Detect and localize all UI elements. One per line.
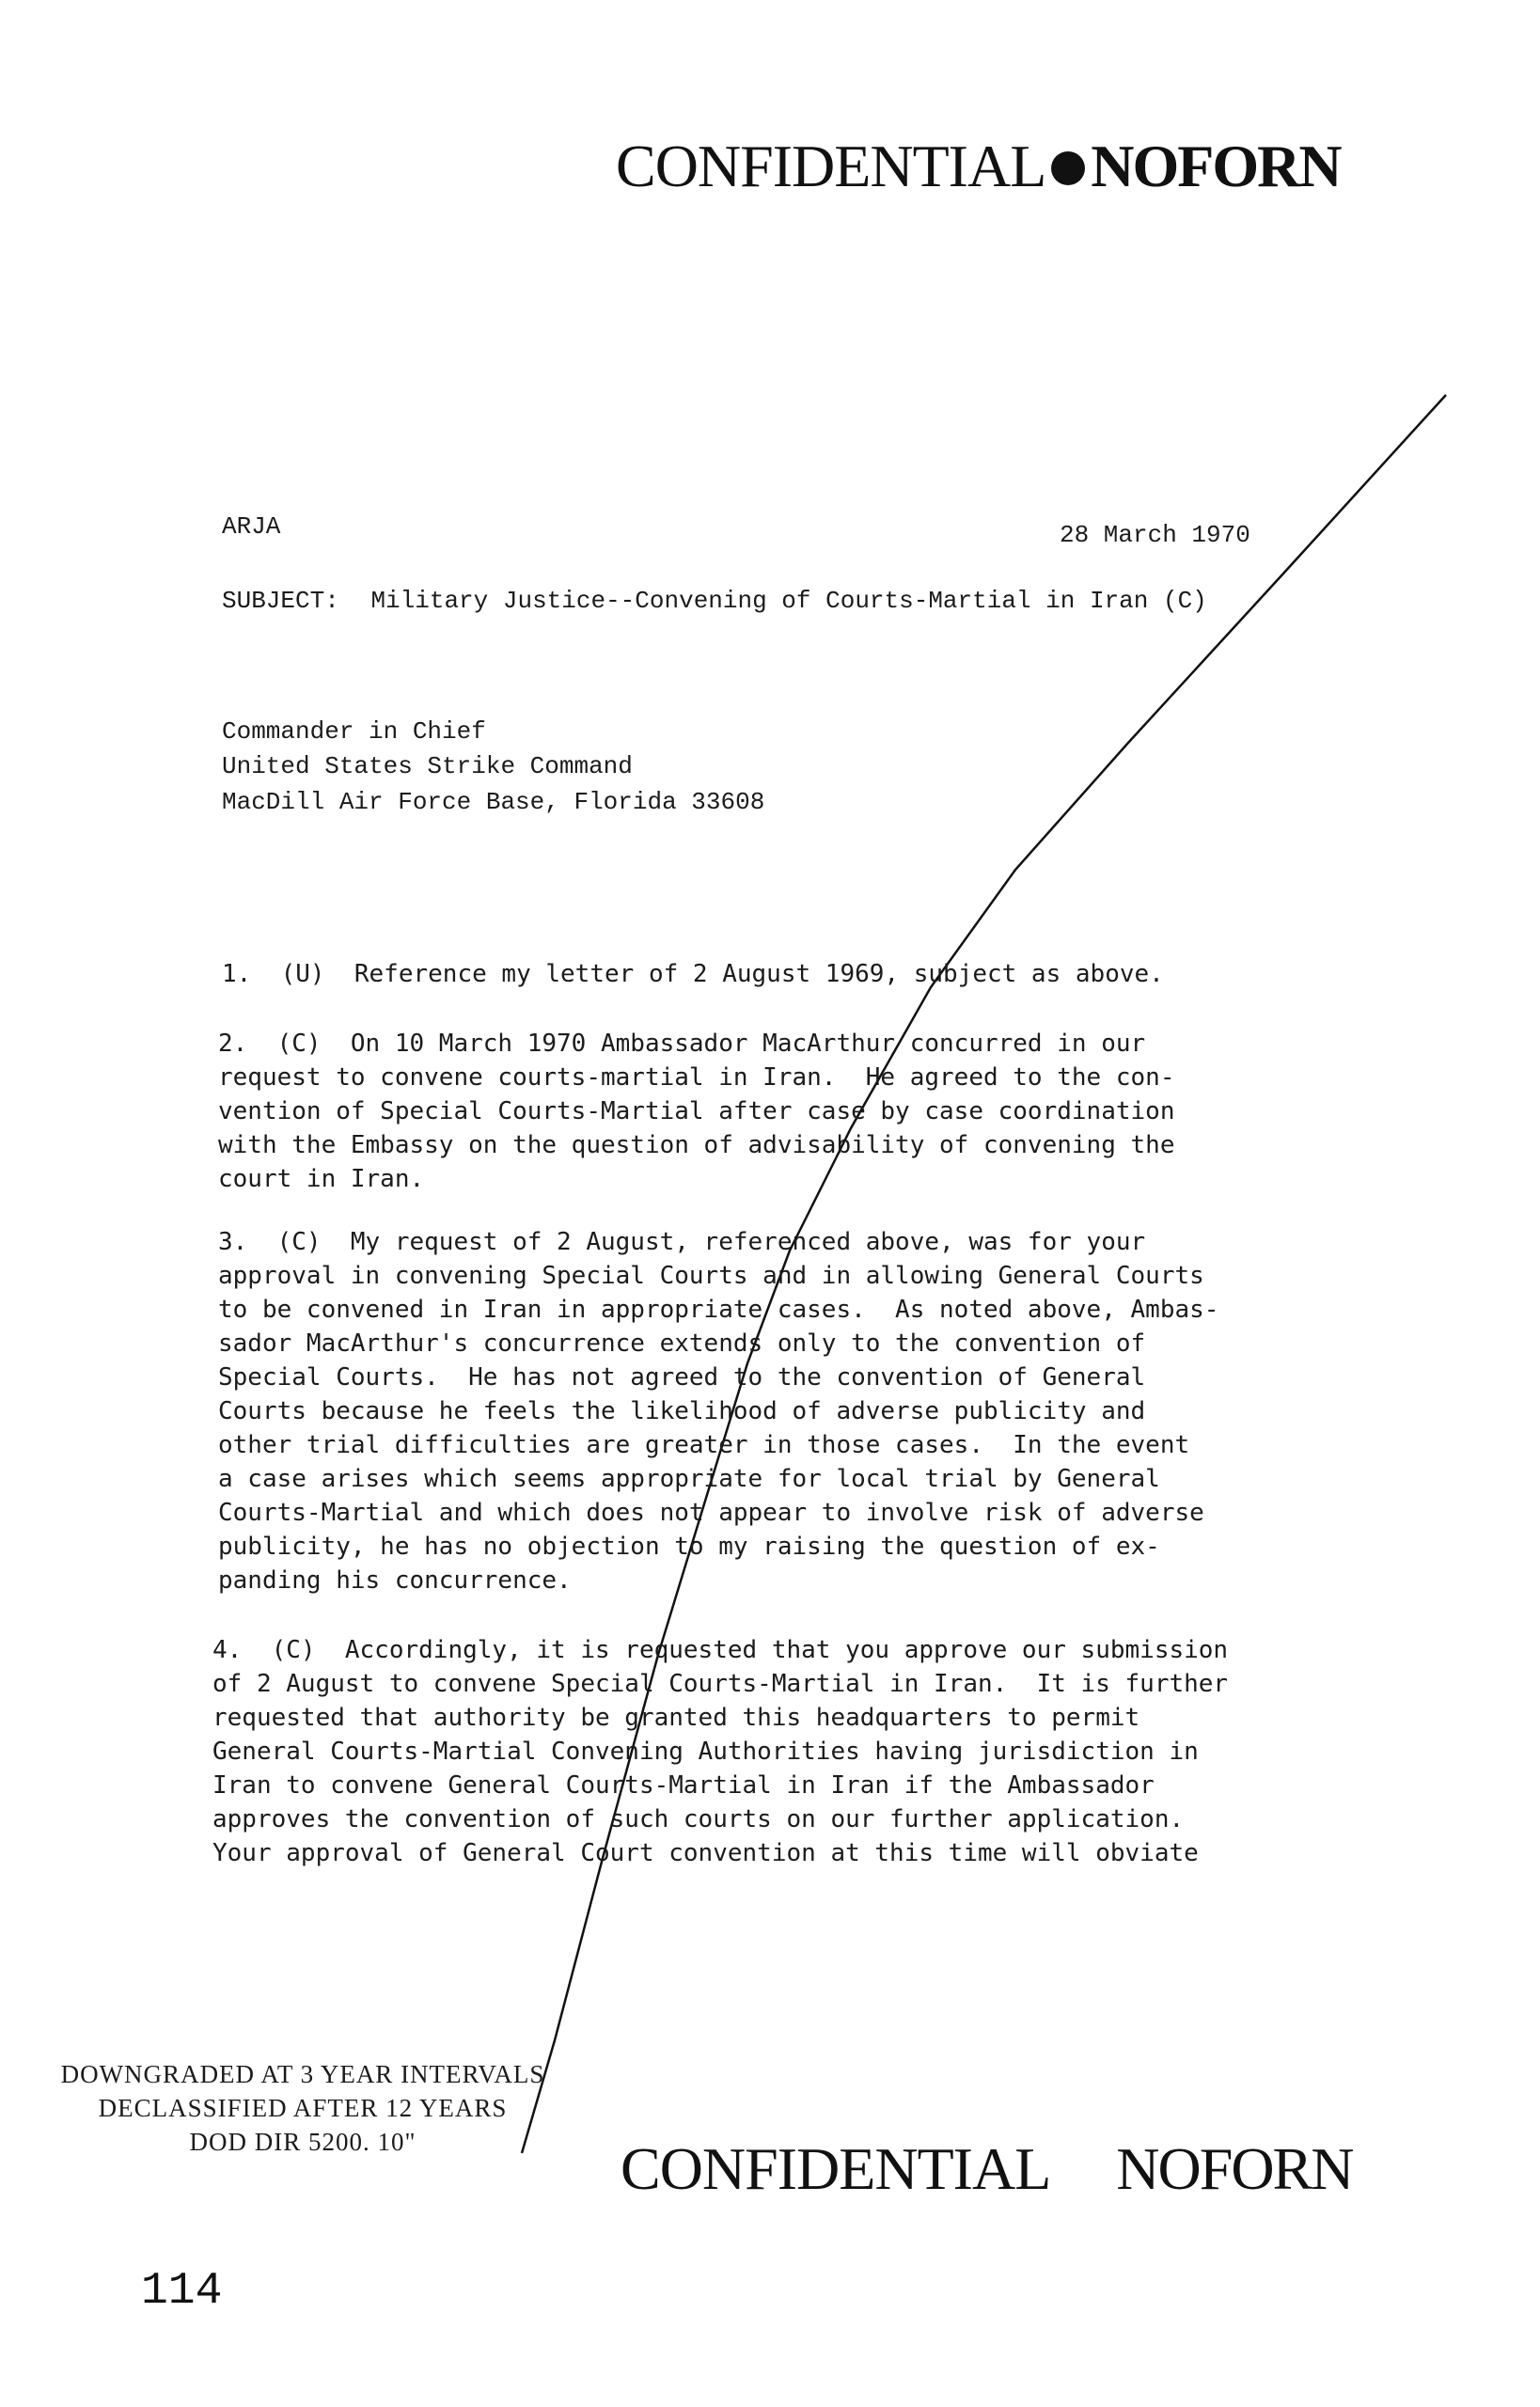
subject-label: SUBJECT: (222, 587, 339, 615)
downgrade-line-3: DOD DIR 5200. 10" (189, 2128, 416, 2156)
bottom-confidential-label: CONFIDENTIAL (621, 2135, 1051, 2202)
paragraph-4: 4. (C) Accordingly, it is requested that you approve our submission of 2 August to convene Special Courts-Martial in Iran. It is further requested that authority be granted this headquarters to permit General Courts-Martial Convening Authorities having jurisdiction in Iran to convene General Courts-Martial in Iran if the Ambassador approves the convention of such courts on our further application. Your approval of General Court convention at this time will obviate (212, 1636, 1229, 1867)
addressee-line-3: MacDill Air Force Base, Florida 33608 (222, 788, 765, 816)
letter-date: 28 March 1970 (1060, 521, 1250, 549)
subject-text: Military Justice--Convening of Courts-Martial in Iran (C) (370, 587, 1207, 615)
downgrade-notice (21, 2057, 585, 2159)
top-noforn-label: NOFORN (1091, 133, 1341, 199)
paragraph-3: 3. (C) My request of 2 August, referenced above, was for your approval in convening Special Courts and in allowing General Courts to be convened in Iran in appropriate cases. As noted above, Ambas- sador MacArthur's concurrence extends only to the convention of Special Courts. He has not agreed to the convention of General Courts because he feels the likelihood of adverse publicity and other trial difficulties are greater in those cases. In the event a case arises which seems appropriate for local trial by General Courts-Martial and which does not appear to involve risk of adverse publicity, he has no objection to my raising the question of ex- panding his concurrence. (218, 1228, 1219, 1595)
bottom-classification-stamp (621, 2134, 1352, 2204)
paragraph-1: 1. (U) Reference my letter of 2 August 1969, subject as above. (222, 960, 1164, 988)
page-number: 114 (141, 2266, 223, 2317)
downgrade-line-2: DECLASSIFIED AFTER 12 YEARS (98, 2094, 508, 2122)
subject-line (222, 587, 1207, 615)
addressee-line-1: Commander in Chief (222, 717, 486, 746)
addressee-line-2: United States Strike Command (222, 752, 633, 780)
downgrade-line-1: DOWNGRADED AT 3 YEAR INTERVALS (60, 2060, 545, 2088)
paragraph-2: 2. (C) On 10 March 1970 Ambassador MacArthur concurred in our request to convene courts-martial in Iran. He agreed to the con- vention of Special Courts-Martial after case by case coordination with the Embassy on the question of advisability of convening the court in Iran. (218, 1030, 1175, 1193)
office-symbol: ARJA (222, 512, 281, 541)
bottom-noforn-label: NOFORN (1116, 2135, 1353, 2202)
top-confidential-label: CONFIDENTIAL (616, 133, 1046, 199)
